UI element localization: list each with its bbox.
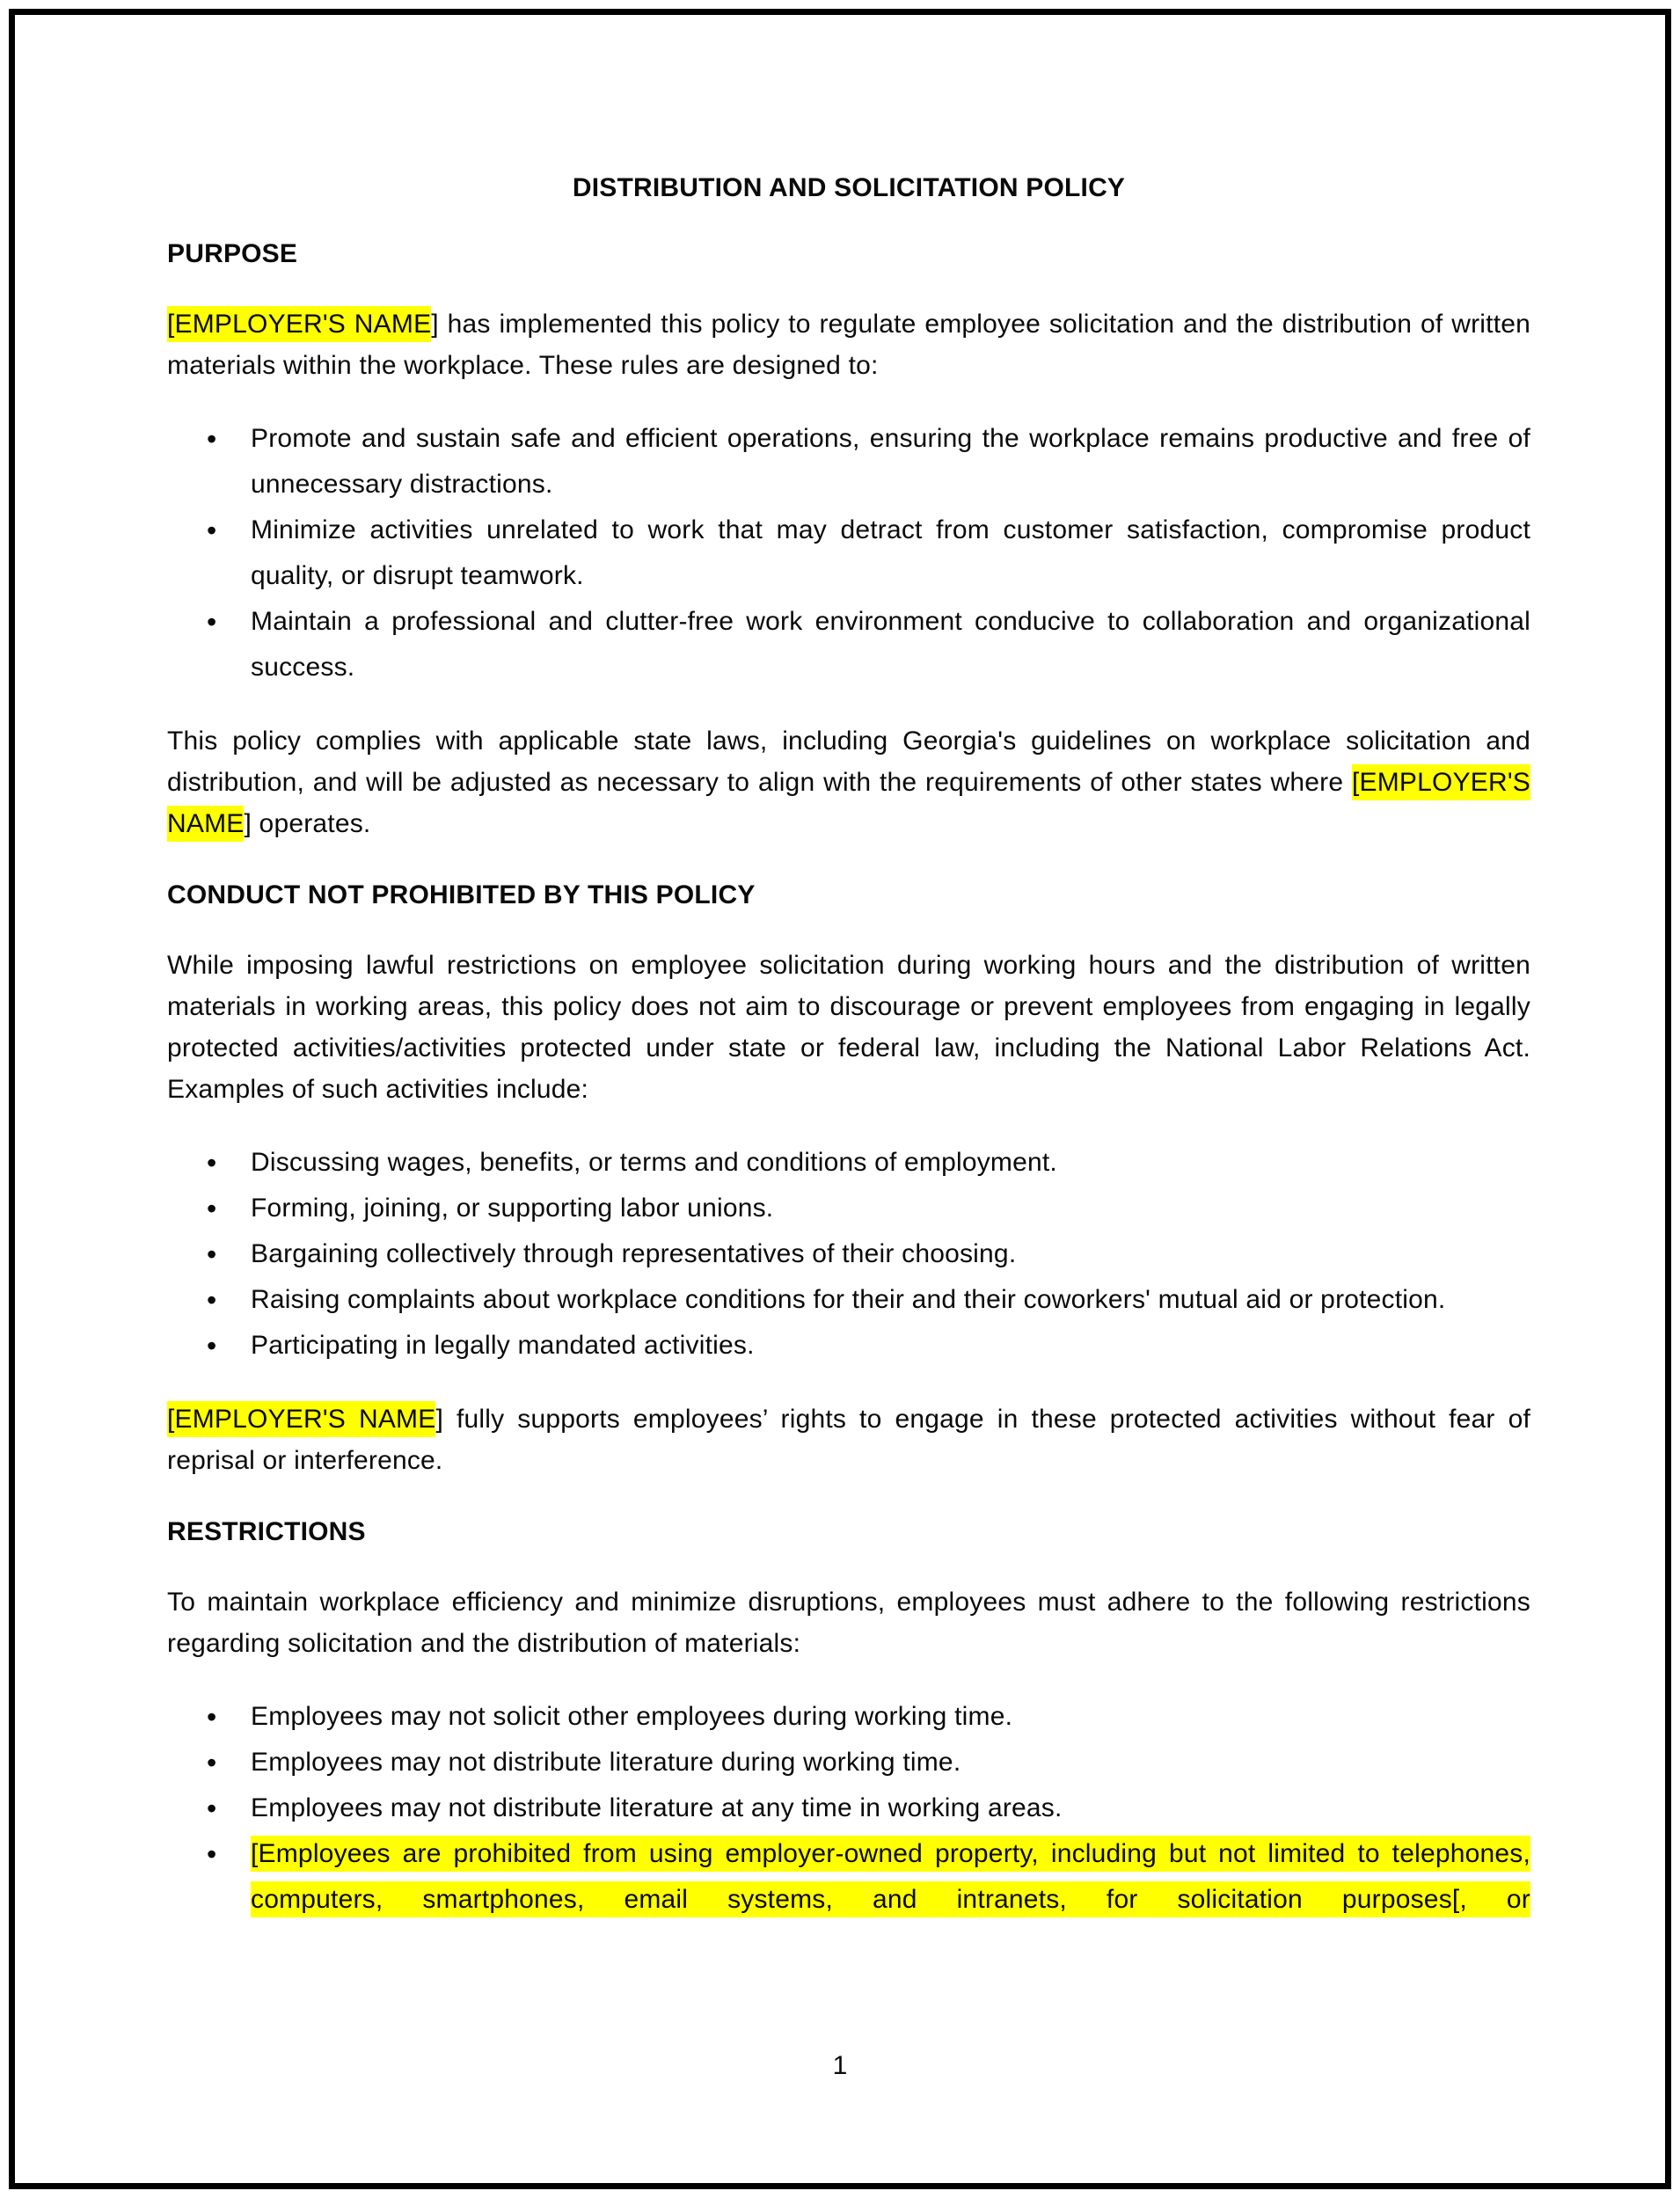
heading-restrictions: RESTRICTIONS — [167, 1517, 366, 1546]
document-content — [167, 167, 1530, 1953]
list-item-highlighted — [251, 1831, 1530, 1923]
list-item: • Bargaining collectively through representatives of their choosing. — [251, 1231, 1530, 1277]
restrictions-bullet-list — [167, 1694, 1530, 1923]
compliance-text-before: This policy complies with applicable state laws, including Georgia's guidelines on workplace solicitation and distribution, and will be adjusted as necessary to align with the requirements of other states where — [167, 727, 1530, 797]
compliance-text-after: ] operates. — [244, 809, 371, 838]
purpose-bullet-list — [167, 416, 1530, 690]
list-item: • Promote and sustain safe and efficient operations, ensuring the workplace remains productive and free of unnecessary distractions. — [251, 416, 1530, 508]
list-item: • Employees may not distribute literature at any time in working areas. — [251, 1785, 1530, 1831]
conduct-support-paragraph — [167, 1398, 1530, 1481]
list-item: • Maintain a professional and clutter-free work environment conducive to collaboration and organizational success. — [251, 599, 1530, 690]
list-item: • Employees may not distribute literature during working time. — [251, 1740, 1530, 1785]
purpose-compliance-paragraph — [167, 720, 1530, 844]
restrictions-intro-paragraph: To maintain workplace efficiency and minimize disruptions, employees must adhere to the following restrictions regarding solicitation and the distribution of materials: — [167, 1588, 1530, 1658]
heading-purpose: PURPOSE — [167, 239, 298, 268]
heading-conduct-not-prohibited: CONDUCT NOT PROHIBITED BY THIS POLICY — [167, 880, 756, 909]
list-item: • Minimize activities unrelated to work that may detract from customer satisfaction, compromise product quality, or disrupt teamwork. — [251, 508, 1530, 599]
document-title: DISTRIBUTION AND SOLICITATION POLICY — [572, 173, 1126, 202]
employer-name-placeholder: [EMPLOYER'S NAME — [167, 1401, 435, 1437]
support-text-after: ] fully supports employees’ rights to engage in these protected activities without fear of reprisal or interference. — [167, 1405, 1530, 1475]
list-item: • Employees may not solicit other employees during working time. — [251, 1694, 1530, 1740]
list-item: • Participating in legally mandated activities. — [251, 1323, 1530, 1369]
employer-name-placeholder: [EMPLOYER'S NAME — [167, 764, 1530, 842]
purpose-intro-text: ] has implemented this policy to regulate employee solicitation and the distribution of written materials within the workplace. These rules are designed to: — [167, 310, 1531, 380]
conduct-intro-paragraph: While imposing lawful restrictions on employee solicitation during working hours and the distribution of written materials in working areas, this policy does not aim to discourage or prevent employees from engaging in legally protected activities/activities protected under state or federal law, including the National Labor Relations Act. Examples of such activities include: — [167, 951, 1530, 1104]
list-item: • Forming, joining, or supporting labor unions. — [251, 1186, 1530, 1231]
purpose-intro-paragraph — [167, 303, 1530, 386]
conduct-bullet-list — [167, 1140, 1530, 1369]
highlighted-bullet-text: [Employees are prohibited from using employer-owned property, including but not limited to telephones, computers, smartphones, email systems, and intranets, for solicitation purposes[, or — [251, 1836, 1530, 1917]
employer-name-placeholder: [EMPLOYER'S NAME — [167, 306, 431, 342]
list-item: • Discussing wages, benefits, or terms and conditions of employment. — [251, 1140, 1530, 1186]
list-item: • Raising complaints about workplace conditions for their and their coworkers' mutual aid or protection. — [251, 1277, 1530, 1323]
page-number: 1 — [832, 2051, 848, 2080]
